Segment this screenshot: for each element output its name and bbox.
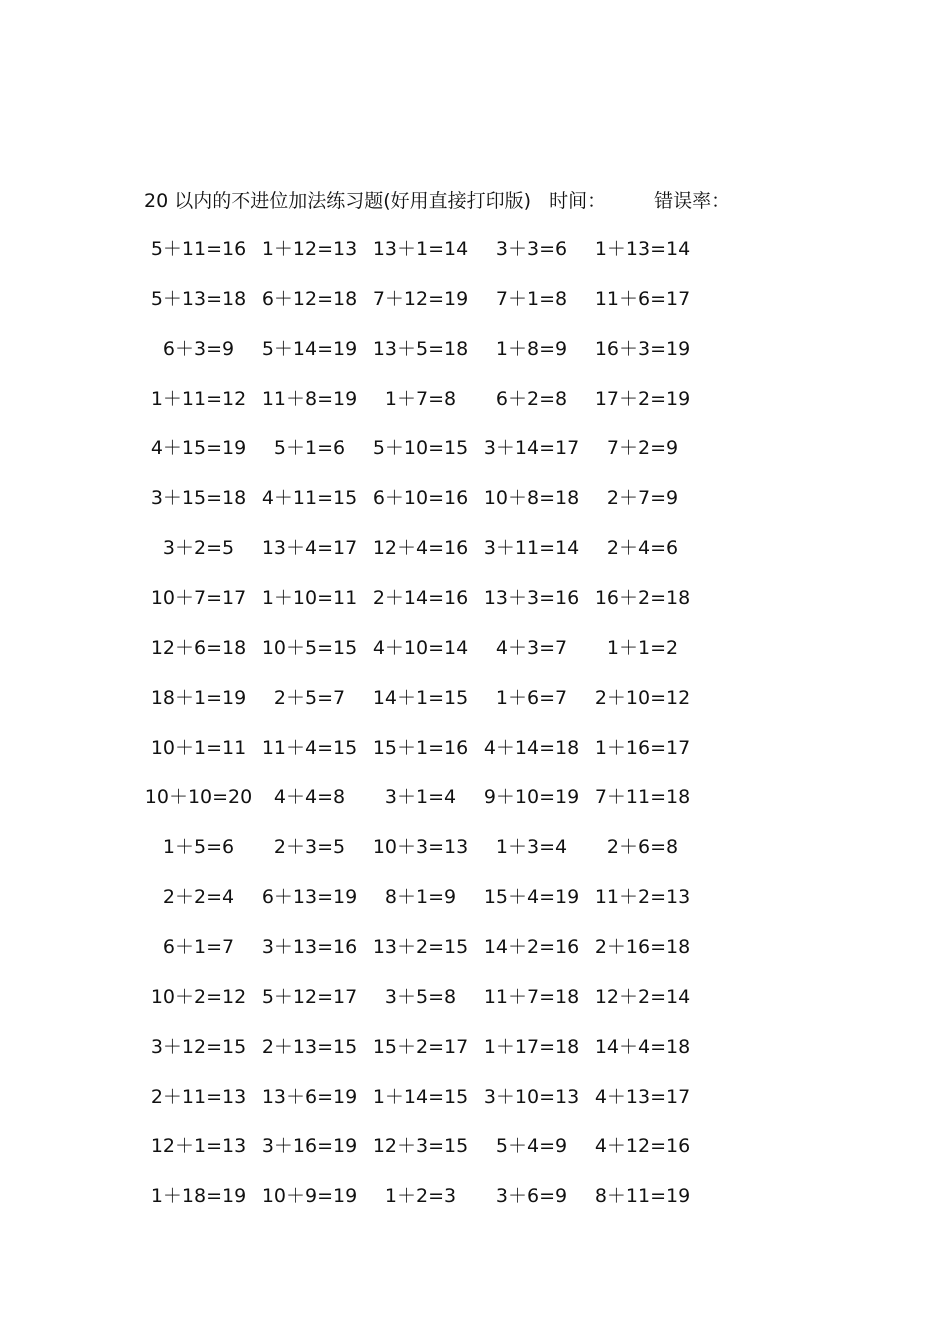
problem-row bbox=[0, 1032, 950, 1062]
problem-cell: 1＋6=7 bbox=[495, 686, 568, 709]
problem-cell: 18＋1=19 bbox=[150, 686, 247, 709]
problem-row bbox=[0, 932, 950, 962]
problem-cell: 4＋10=14 bbox=[372, 636, 469, 659]
problem-cell: 11＋2=13 bbox=[594, 886, 691, 909]
error-rate-label: 错误率： bbox=[654, 190, 731, 212]
problem-row bbox=[0, 1181, 950, 1211]
problem-cell: 5＋14=19 bbox=[261, 337, 358, 360]
problem-row bbox=[0, 882, 950, 912]
problem-cell: 12＋4=16 bbox=[372, 537, 469, 560]
problem-cell: 5＋10=15 bbox=[372, 437, 469, 460]
problem-cell: 15＋4=19 bbox=[483, 886, 580, 909]
problem-cell: 1＋13=14 bbox=[594, 238, 691, 260]
problem-cell: 10＋3=13 bbox=[372, 836, 469, 859]
problem-cell: 5＋1=6 bbox=[273, 437, 346, 460]
problem-cell: 16＋3=19 bbox=[594, 337, 691, 360]
problem-cell: 10＋8=18 bbox=[483, 487, 580, 510]
problem-cell: 13＋2=15 bbox=[372, 935, 469, 958]
problem-row bbox=[0, 284, 950, 314]
problem-cell: 3＋12=15 bbox=[150, 1035, 247, 1058]
problem-cell: 1＋16=17 bbox=[594, 736, 691, 759]
problem-cell: 4＋4=8 bbox=[273, 786, 346, 809]
problem-cell: 10＋10=20 bbox=[144, 786, 253, 809]
problem-cell: 1＋8=9 bbox=[495, 337, 568, 360]
problem-cell: 2＋7=9 bbox=[606, 487, 679, 510]
problem-cell: 2＋14=16 bbox=[372, 587, 469, 609]
problem-row bbox=[0, 334, 950, 364]
problem-row bbox=[0, 633, 950, 663]
problem-cell: 6＋10=16 bbox=[372, 487, 469, 510]
problem-cell: 3＋11=14 bbox=[483, 537, 580, 560]
problem-cell: 3＋14=17 bbox=[483, 437, 580, 460]
problem-row bbox=[0, 533, 950, 563]
problem-row bbox=[0, 583, 950, 613]
problem-cell: 2＋2=4 bbox=[162, 886, 235, 909]
problem-cell: 13＋4=17 bbox=[261, 537, 358, 560]
problem-cell: 3＋1=4 bbox=[384, 786, 457, 809]
problem-cell: 4＋14=18 bbox=[483, 736, 580, 759]
problem-cell: 1＋1=2 bbox=[606, 636, 679, 659]
problem-cell: 4＋3=7 bbox=[495, 636, 568, 659]
page-title: 20 以内的不进位加法练习题(好用直接打印版) bbox=[144, 190, 532, 212]
problem-cell: 6＋1=7 bbox=[162, 935, 235, 958]
problem-cell: 11＋6=17 bbox=[594, 287, 691, 310]
problem-cell: 10＋2=12 bbox=[150, 985, 247, 1008]
problem-cell: 2＋16=18 bbox=[594, 935, 691, 958]
problem-cell: 2＋10=12 bbox=[594, 686, 691, 709]
problem-cell: 5＋4=9 bbox=[495, 1135, 568, 1158]
problem-cell: 1＋7=8 bbox=[384, 387, 457, 410]
problem-row bbox=[0, 683, 950, 713]
problem-cell: 2＋4=6 bbox=[606, 537, 679, 560]
problem-cell: 2＋5=7 bbox=[273, 686, 346, 709]
problem-cell: 10＋5=15 bbox=[261, 636, 358, 659]
problem-cell: 1＋5=6 bbox=[162, 836, 235, 859]
problem-cell: 1＋11=12 bbox=[150, 387, 247, 410]
problem-cell: 3＋16=19 bbox=[261, 1135, 358, 1158]
problem-cell: 10＋9=19 bbox=[261, 1185, 358, 1208]
problem-cell: 3＋3=6 bbox=[495, 238, 568, 260]
problem-cell: 5＋12=17 bbox=[261, 985, 358, 1008]
problem-cell: 4＋12=16 bbox=[594, 1135, 691, 1158]
problem-cell: 7＋2=9 bbox=[606, 437, 679, 460]
problem-row bbox=[0, 1131, 950, 1161]
problem-cell: 1＋18=19 bbox=[150, 1185, 247, 1208]
problem-cell: 13＋5=18 bbox=[372, 337, 469, 360]
problem-cell: 6＋13=19 bbox=[261, 886, 358, 909]
problem-cell: 4＋11=15 bbox=[261, 487, 358, 510]
problem-cell: 15＋2=17 bbox=[372, 1035, 469, 1058]
problem-cell: 1＋10=11 bbox=[261, 587, 358, 609]
problem-cell: 10＋7=17 bbox=[150, 587, 247, 609]
problem-cell: 2＋13=15 bbox=[261, 1035, 358, 1058]
problem-cell: 4＋15=19 bbox=[150, 437, 247, 460]
problem-cell: 5＋11=16 bbox=[150, 238, 247, 260]
problem-row bbox=[0, 782, 950, 812]
problem-cell: 3＋15=18 bbox=[150, 487, 247, 510]
problem-row bbox=[0, 733, 950, 763]
problem-cell: 2＋6=8 bbox=[606, 836, 679, 859]
problem-cell: 7＋11=18 bbox=[594, 786, 691, 809]
problem-cell: 7＋1=8 bbox=[495, 287, 568, 310]
problem-cell: 16＋2=18 bbox=[594, 587, 691, 609]
problem-cell: 3＋2=5 bbox=[162, 537, 235, 560]
problem-cell: 1＋3=4 bbox=[495, 836, 568, 859]
problem-cell: 2＋11=13 bbox=[150, 1085, 247, 1108]
problem-cell: 12＋6=18 bbox=[150, 636, 247, 659]
problem-row bbox=[0, 433, 950, 463]
problem-cell: 6＋2=8 bbox=[495, 387, 568, 410]
problem-cell: 1＋14=15 bbox=[372, 1085, 469, 1108]
problem-cell: 8＋11=19 bbox=[594, 1185, 691, 1208]
problem-row bbox=[0, 483, 950, 513]
problem-cell: 3＋5=8 bbox=[384, 985, 457, 1008]
problem-cell: 1＋17=18 bbox=[483, 1035, 580, 1058]
problem-cell: 14＋2=16 bbox=[483, 935, 580, 958]
problem-cell: 12＋2=14 bbox=[594, 985, 691, 1008]
problem-row bbox=[0, 1082, 950, 1112]
problem-cell: 15＋1=16 bbox=[372, 736, 469, 759]
problem-cell: 6＋3=9 bbox=[162, 337, 235, 360]
problem-cell: 11＋4=15 bbox=[261, 736, 358, 759]
problem-row bbox=[0, 982, 950, 1012]
time-label: 时间： bbox=[549, 190, 607, 212]
problem-cell: 3＋10=13 bbox=[483, 1085, 580, 1108]
problem-cell: 7＋12=19 bbox=[372, 287, 469, 310]
problem-cell: 10＋1=11 bbox=[150, 736, 247, 759]
problem-cell: 12＋3=15 bbox=[372, 1135, 469, 1158]
problem-cell: 3＋13=16 bbox=[261, 935, 358, 958]
problem-cell: 13＋3=16 bbox=[483, 587, 580, 609]
problem-cell: 6＋12=18 bbox=[261, 287, 358, 310]
problem-cell: 1＋2=3 bbox=[384, 1185, 457, 1208]
problem-cell: 11＋7=18 bbox=[483, 985, 580, 1008]
problem-cell: 9＋10=19 bbox=[483, 786, 580, 809]
problem-row bbox=[0, 234, 950, 264]
problem-cell: 17＋2=19 bbox=[594, 387, 691, 410]
problem-cell: 1＋12=13 bbox=[261, 238, 358, 260]
problem-cell: 11＋8=19 bbox=[261, 387, 358, 410]
problem-cell: 13＋6=19 bbox=[261, 1085, 358, 1108]
problem-cell: 13＋1=14 bbox=[372, 238, 469, 260]
problem-cell: 14＋1=15 bbox=[372, 686, 469, 709]
problem-cell: 5＋13=18 bbox=[150, 287, 247, 310]
problem-row bbox=[0, 384, 950, 414]
problem-cell: 14＋4=18 bbox=[594, 1035, 691, 1058]
problem-cell: 8＋1=9 bbox=[384, 886, 457, 909]
problem-row bbox=[0, 832, 950, 862]
problem-cell: 3＋6=9 bbox=[495, 1185, 568, 1208]
problem-cell: 12＋1=13 bbox=[150, 1135, 247, 1158]
problem-cell: 4＋13=17 bbox=[594, 1085, 691, 1108]
problem-cell: 2＋3=5 bbox=[273, 836, 346, 859]
worksheet-header bbox=[144, 186, 730, 216]
